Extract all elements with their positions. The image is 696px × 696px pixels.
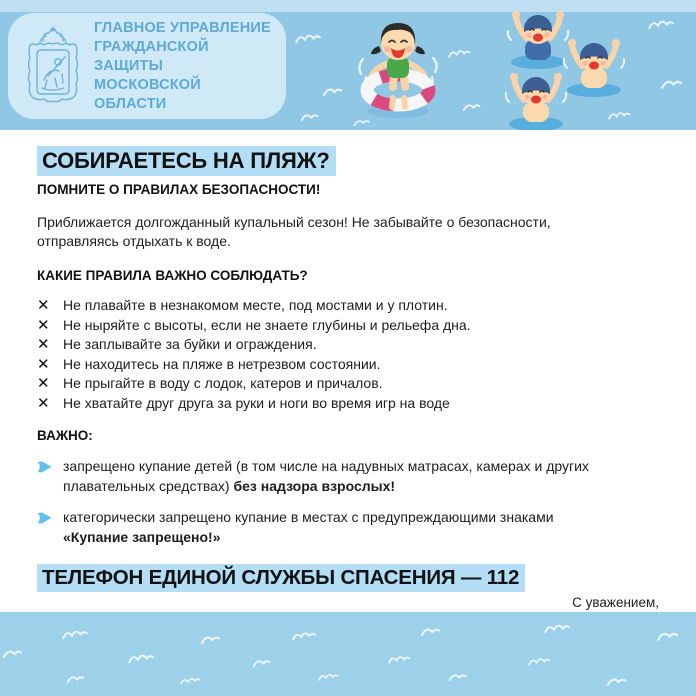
x-mark-icon: ✕: [37, 355, 50, 373]
arrow-icon: [37, 457, 63, 478]
footer-band: [0, 612, 696, 696]
girl-on-swim-ring-illustration: [348, 12, 448, 124]
rule-text: Не заплывайте за буйки и ограждения.: [63, 336, 317, 352]
org-header-panel: [8, 13, 286, 119]
org-name-line-1: ГЛАВНОЕ УПРАВЛЕНИЕ: [94, 19, 271, 36]
important-text-normal: категорически запрещено купание в местах с предупреждающими знаками: [63, 509, 554, 525]
rule-item: [37, 374, 659, 394]
rule-text: Не находитесь на пляже в нетрезвом состоянии.: [63, 355, 381, 372]
rule-item: [37, 316, 659, 336]
important-text-bold: «Купание запрещено!»: [63, 528, 221, 545]
wave-pattern-bottom: [0, 612, 696, 696]
rule-text: Не ныряйте с высоты, если не знаете глубины и рельефа дна.: [63, 316, 471, 333]
important-text-bold: без надзора взрослых!: [233, 477, 396, 494]
important-heading: ВАЖНО:: [37, 428, 93, 443]
page-title-text: СОБИРАЕТЕСЬ НА ПЛЯЖ?: [37, 146, 336, 176]
emergency-phone-text: ТЕЛЕФОН ЕДИНОЙ СЛУЖБЫ СПАСЕНИЯ — 112: [37, 564, 525, 592]
boys-splashing-illustration: [482, 4, 648, 130]
rule-item: [37, 394, 659, 414]
moscow-region-coat-of-arms-icon: [22, 24, 84, 108]
rule-item: [37, 335, 659, 355]
rule-item: [37, 355, 659, 375]
important-text-normal: запрещено купание детей (в том числе на надувных матрасах, камерах и других плавательных средствах): [63, 458, 589, 494]
org-name-line-2: ГРАЖДАНСКОЙ ЗАЩИТЫ: [94, 38, 209, 74]
x-mark-icon: ✕: [37, 316, 50, 334]
x-mark-icon: ✕: [37, 375, 50, 392]
rule-text: Не хватайте друг друга за руки и ноги во время игр на воде: [63, 394, 450, 411]
emergency-phone-line: [37, 566, 659, 590]
important-item: [37, 508, 659, 547]
x-mark-icon: ✕: [37, 336, 50, 353]
org-name: [94, 19, 276, 114]
important-item: [37, 457, 659, 496]
intro-paragraph: Приближается долгожданный купальный сезон! Не забывайте о безопасности, отправляясь отдыхать к воде.: [37, 214, 551, 249]
signature-line-1: С уважением,: [572, 595, 659, 610]
header-band: [0, 0, 696, 130]
important-text: [63, 508, 568, 547]
x-mark-icon: ✕: [37, 297, 50, 314]
x-mark-icon: ✕: [37, 394, 50, 412]
content-area: [0, 130, 696, 612]
arrow-icon: [37, 508, 63, 529]
subtitle: ПОМНИТЕ О ПРАВИЛАХ БЕЗОПАСНОСТИ!: [37, 182, 321, 197]
rule-text: Не плавайте в незнакомом месте, под мостами и у плотин.: [63, 297, 448, 313]
rule-item: [37, 296, 659, 316]
page-title: [37, 148, 659, 174]
rules-list: [37, 296, 659, 413]
rule-text: Не прыгайте в воду с лодок, катеров и причалов.: [63, 375, 383, 391]
org-name-line-3: МОСКОВСКОЙ ОБЛАСТИ: [94, 76, 201, 112]
important-text: [63, 457, 643, 496]
rules-heading: КАКИЕ ПРАВИЛА ВАЖНО СОБЛЮДАТЬ?: [37, 268, 308, 283]
